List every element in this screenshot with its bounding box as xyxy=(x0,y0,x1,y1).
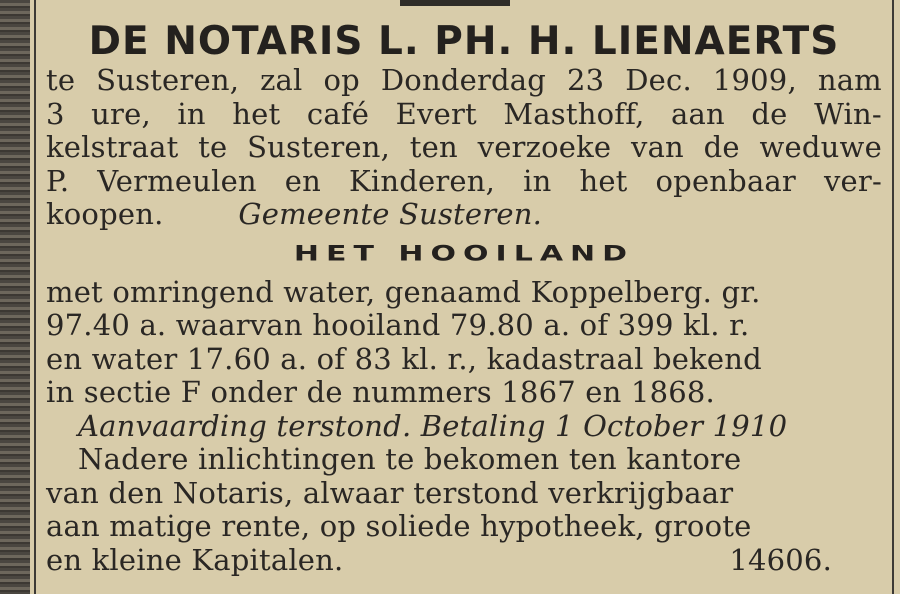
closing-text: en kleine Kapitalen. xyxy=(46,542,344,577)
previous-ad-rule xyxy=(400,0,510,6)
left-margin-strip xyxy=(0,0,30,594)
description-line-1: met omringend water, genaamd Koppelberg. gr. xyxy=(46,274,761,309)
lot-heading: HET HOOILAND xyxy=(293,240,635,266)
intro-line-2: 3 ure, in het café Evert Masthoff, aan de Win- xyxy=(46,96,882,131)
intro-last-line xyxy=(46,198,882,232)
description-line-4: in sectie F onder de nummers 1867 en 1868. xyxy=(46,375,715,409)
terms-line: Aanvaarding terstond. Betaling 1 October 1910 xyxy=(78,408,788,443)
info-line-1: Nadere inlichtingen te bekomen ten kantore xyxy=(78,442,742,476)
closing-line xyxy=(46,544,882,578)
description-line-3: en water 17.60 a. of 83 kl. r., kadastraal bekend xyxy=(46,341,762,376)
info-line-3: aan matige rente, op soliede hypotheek, groote xyxy=(46,509,752,543)
intro-line-4: P. Vermeulen en Kinderen, in het openbaar ver- xyxy=(46,163,882,198)
municipality-label: Gemeente Susteren. xyxy=(238,197,542,231)
description-line-2: 97.40 a. waarvan hooiland 79.80 a. of 399 kl. r. xyxy=(46,308,750,342)
intro-line-1: te Susteren, zal op Donderdag 23 Dec. 1909, nam xyxy=(46,63,882,97)
intro-line-3: kelstraat te Susteren, ten verzoeke van de weduwe xyxy=(46,130,882,164)
column-rule-right xyxy=(892,0,894,594)
column-rule-left xyxy=(34,0,36,594)
ad-number: 14606. xyxy=(729,542,832,577)
info-line-2: van den Notaris, alwaar terstond verkrijgbaar xyxy=(46,475,734,510)
notary-heading: DE NOTARIS L. PH. H. LIENAERTS xyxy=(88,19,840,64)
intro-last-text: koopen. xyxy=(46,197,164,231)
advertisement xyxy=(46,20,882,577)
